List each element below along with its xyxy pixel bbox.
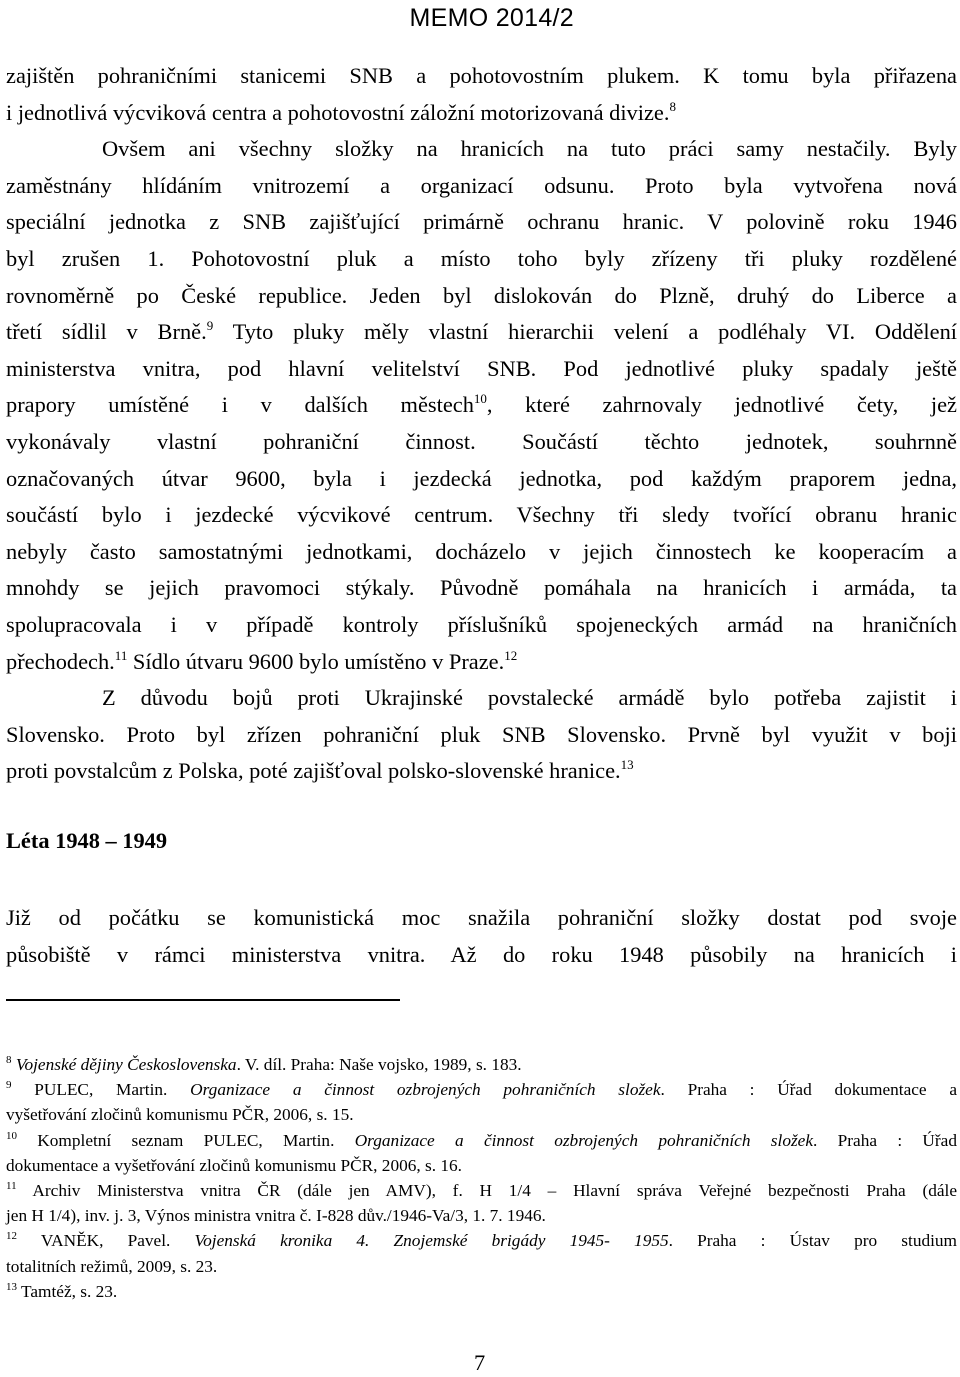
page-number: 7 xyxy=(474,1350,486,1375)
footnotes xyxy=(6,1052,957,1304)
section-heading: Léta 1948 – 1949 xyxy=(6,828,168,853)
text-line: byl zrušen 1. Pohotovostní pluk a místo toho byly zřízeny tři pluky rozdělené xyxy=(6,245,957,271)
text-line: mnohdy se jejich pravomoci stýkaly. Původně pomáhala na hranicích i armáda, ta xyxy=(6,575,957,601)
text-span: Tyto pluky měly vlastní hierarchii velení a podléhaly VI. Oddělení xyxy=(213,319,957,345)
text-line: působiště v rámci ministerstva vnitra. Až do roku 1948 působily na hranicích i xyxy=(6,941,957,967)
text-line: speciální jednotka z SNB zajišťující primárně ochranu hranic. V polovině roku 1946 xyxy=(6,209,957,235)
text-span: . Praha : Úřad dokumentace a xyxy=(660,1080,957,1100)
text-line: spolupracovala i v případě kontroly příslušníků spojeneckých armád na hraničních xyxy=(6,611,957,637)
footnote-separator xyxy=(6,999,400,1001)
footnote-ref[interactable]: 9 xyxy=(206,318,214,334)
text-span: i jednotlivá výcviková centra a pohotovostní záložní motorizovaná divize. xyxy=(6,99,670,125)
text-span: prapory umístěné i v dalších městech xyxy=(6,392,474,418)
footnote-9 xyxy=(6,1077,957,1102)
footnote-number: 10 xyxy=(6,1129,17,1142)
footnote-10-cont: dokumentace a vyšetřování zločinů komunismu PČR, 2006, s. 16. xyxy=(6,1155,462,1175)
running-header: MEMO 2014/2 xyxy=(409,4,574,32)
footnote-11 xyxy=(6,1178,957,1203)
citation-title: Organizace a činnost ozbrojených pohraničních složek xyxy=(354,1130,814,1150)
footnote-ref[interactable]: 13 xyxy=(620,757,634,773)
text-line: ministerstva vnitra, pod hlavní velitelství SNB. Pod jednotlivé pluky spadaly ještě xyxy=(6,355,957,381)
footnote-number: 12 xyxy=(6,1230,17,1243)
footnote-number: 13 xyxy=(6,1280,17,1293)
text-span: Sídlo útvaru 9600 bylo umístěno v Praze. xyxy=(127,648,505,674)
citation-title: Vojenská kronika 4. Znojemské brigády 1945- 1955 xyxy=(194,1231,669,1251)
text-line: označovaných útvar 9600, byla i jezdecká jednotka, pod každým praporem jedna, xyxy=(6,465,957,491)
footnote-ref[interactable]: 11 xyxy=(114,647,128,663)
text-line xyxy=(6,753,957,790)
footnote-number: 9 xyxy=(6,1079,12,1092)
text-span: . Praha : Ústav pro studium xyxy=(668,1231,957,1251)
text-line: zaměstnány hlídáním vnitrozemí a organizací odsunu. Proto byla vytvořena nová xyxy=(6,172,957,198)
text-span: . V. díl. Praha: Naše vojsko, 1989, s. 183. xyxy=(236,1055,522,1074)
paragraph-1 xyxy=(6,58,957,790)
text-span: . Praha : Úřad xyxy=(813,1130,957,1150)
text-line: zajištěn pohraničními stanicemi SNB a pohotovostním plukem. K tomu byla přiřazena xyxy=(6,63,957,88)
citation-title: Vojenské dějiny Československa xyxy=(15,1055,237,1074)
text-line: Ovšem ani všechny složky na hranicích na tuto práci samy nestačily. Byly xyxy=(102,136,957,162)
paragraph-3 xyxy=(6,900,957,973)
text-line: Slovensko. Proto byl zřízen pohraniční pluk SNB Slovensko. Prvně byl využit v boji xyxy=(6,721,957,747)
footnote-10 xyxy=(6,1128,957,1153)
footnote-ref[interactable]: 12 xyxy=(504,647,518,663)
text-line xyxy=(6,387,957,424)
text-line: Již od počátku se komunistická moc snažila pohraniční složky dostat pod svoje xyxy=(6,905,957,930)
footnote-number: 8 xyxy=(6,1054,12,1066)
footnote-13 xyxy=(6,1279,957,1304)
text-span: , které zahrnovaly jednotlivé čety, jež xyxy=(486,392,957,418)
text-line xyxy=(6,95,957,132)
text-line: vykonávaly vlastní pohraniční činnost. Součástí těchto jednotek, souhrnně xyxy=(6,428,957,454)
text-span: VANĚK, Pavel. xyxy=(17,1231,195,1251)
text-span: Kompletní seznam PULEC, Martin. xyxy=(17,1130,355,1150)
text-line xyxy=(6,644,957,681)
footnote-8 xyxy=(6,1052,957,1077)
citation-title: Organizace a činnost ozbrojených pohraničních složek xyxy=(190,1080,661,1100)
text-line: nebyly často samostatnými jednotkami, docházelo v jejich činnostech ke kooperacím a xyxy=(6,538,957,564)
text-line xyxy=(6,314,957,351)
text-span: Archiv Ministerstva vnitra ČR (dále jen AMV), f. H 1/4 – Hlavní správa Veřejné bezpečnosti Praha (dále xyxy=(16,1180,957,1200)
footnote-number: 11 xyxy=(6,1179,17,1192)
text-span: PULEC, Martin. xyxy=(11,1080,191,1100)
text-line: Z důvodu bojů proti Ukrajinské povstalecké armádě bylo potřeba zajistit i xyxy=(102,685,957,711)
footnote-ref[interactable]: 10 xyxy=(473,391,487,407)
footnote-9-cont: vyšetřování zločinů komunismu PČR, 2006, s. 15. xyxy=(6,1105,354,1125)
text-line: součástí bylo i jezdecké výcvikové centrum. Všechny tři sledy tvořící obranu hranic xyxy=(6,502,957,528)
text-span: přechodech. xyxy=(6,648,115,674)
text-span: Tamtéž, s. 23. xyxy=(17,1281,118,1301)
footnote-12 xyxy=(6,1228,957,1253)
text-span: třetí sídlil v Brně. xyxy=(6,319,207,345)
footnote-11-cont: jen H 1/4), inv. j. 3, Výnos ministra vnitra č. I-828 dův./1946-Va/3, 1. 7. 1946. xyxy=(6,1206,546,1226)
footnote-ref[interactable]: 8 xyxy=(669,98,676,114)
footnote-12-cont: totalitních režimů, 2009, s. 23. xyxy=(6,1256,218,1276)
text-span: proti povstalcům z Polska, poté zajišťoval polsko-slovenské hranice. xyxy=(6,758,621,784)
text-line: rovnoměrně po České republice. Jeden byl dislokován do Plzně, druhý do Liberce a xyxy=(6,282,957,308)
